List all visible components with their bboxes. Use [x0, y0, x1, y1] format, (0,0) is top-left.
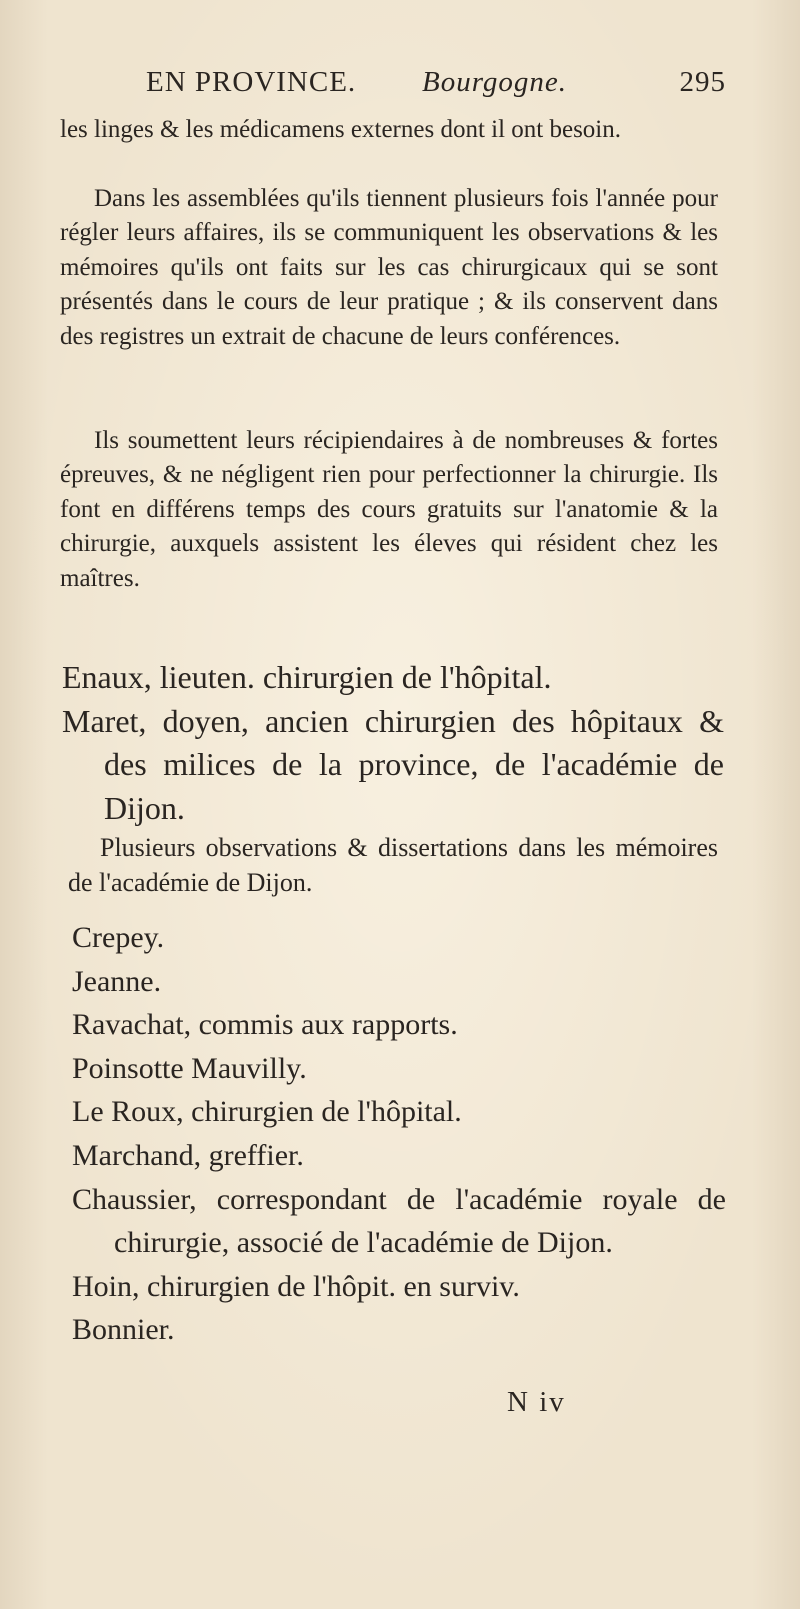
member-list-masters — [72, 916, 726, 1352]
list-item: Jeanne. — [72, 964, 162, 998]
page-number: 295 — [679, 66, 726, 98]
list-item: Maret, doyen, ancien chirurgien des hôpitaux & des milices de la province, de l'académie de Dijon. — [62, 702, 724, 826]
list-item: Chaussier, correspondant de l'académie royale de chirurgie, associé de l'académie de Dijon. — [72, 1182, 726, 1260]
running-title: EN PROVINCE. — [146, 66, 357, 98]
signature-mark: N iv — [507, 1386, 566, 1418]
list-item: Le Roux, chirurgien de l'hôpital. — [72, 1095, 462, 1129]
list-item: Ravachat, commis aux rapports. — [72, 1008, 458, 1042]
list-item: Enaux, lieuten. chirurgien de l'hôpital. — [62, 659, 552, 695]
list-item: Marchand, greffier. — [72, 1138, 304, 1172]
paragraph-note: Plusieurs observations & dissertations dans les mémoires de l'académie de Dijon. — [68, 833, 718, 897]
list-item: Crepey. — [72, 921, 165, 954]
paragraph-continuation: les linges & les médicamens externes dont il ont besoin. — [60, 116, 621, 143]
paragraph-assemblies: Dans les assemblées qu'ils tiennent plusieurs fois l'année pour régler leurs affaires, ils se communiquent les observations & les mémoires qu'ils ont faits sur les cas chirurgicaux qui se sont présentés dans le cours de leur pratique ; & ils conservent dans des registres un extrait de chacune de leurs conférences. — [60, 185, 718, 350]
list-item: Bonnier. — [72, 1313, 175, 1347]
list-item: Poinsotte Mauvilly. — [72, 1051, 307, 1085]
running-header — [146, 60, 726, 100]
paragraph-examinations: Ils soumettent leurs récipiendaires à de nombreuses & fortes épreuves, & ne négligent rien pour perfectionner la chirurgie. Ils font en différens temps des cours gratuits sur l'anatomie & la chirurgie, auxquels assistent les éleves qui résident chez les maîtres. — [60, 427, 718, 592]
list-item: Hoin, chirurgien de l'hôpit. en surviv. — [72, 1269, 520, 1303]
region-title: Bourgogne. — [422, 66, 568, 98]
member-list-officers — [62, 656, 724, 830]
